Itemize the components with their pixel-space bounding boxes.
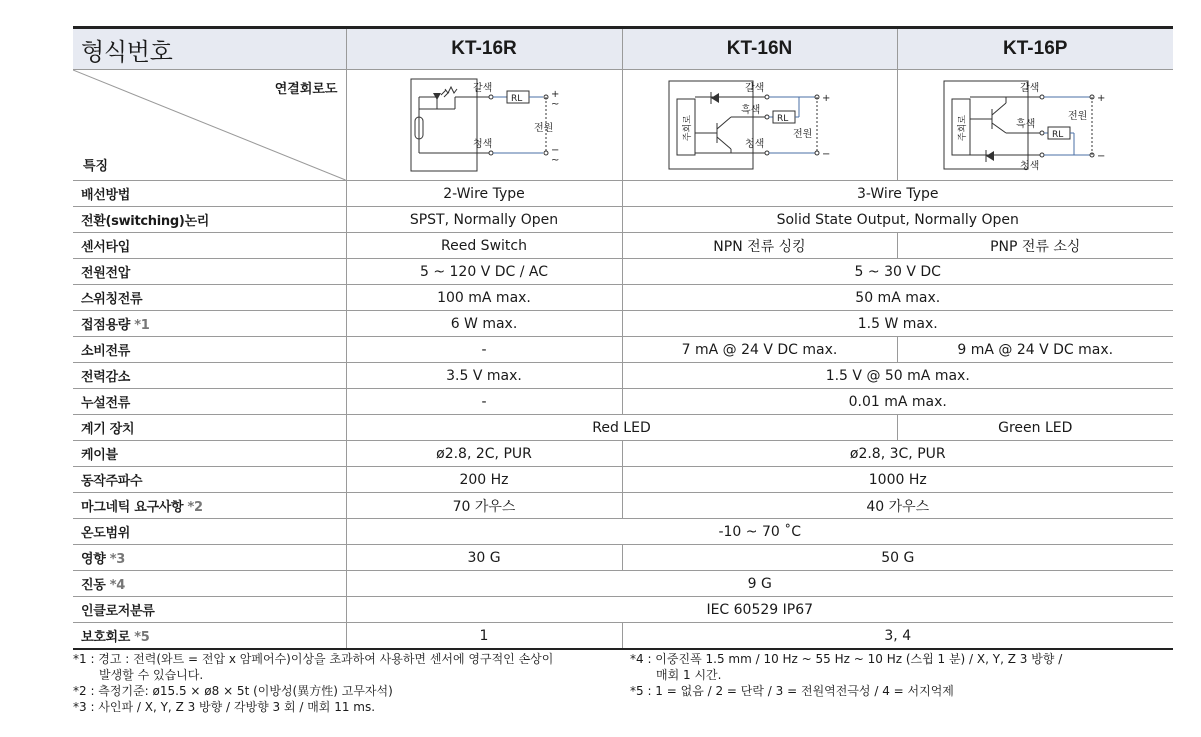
row-label: 전원전압	[73, 259, 346, 285]
model-kt-16n: KT-16N	[622, 28, 897, 70]
circuit-kt-16r	[346, 70, 622, 181]
row-indicator	[73, 415, 1173, 441]
row-label: 스위칭전류	[73, 285, 346, 311]
value-cell: 0.01 mA max.	[622, 389, 1173, 415]
value-cell: -	[346, 389, 622, 415]
value-cell: 3.5 V max.	[346, 363, 622, 389]
svg-text:전원: 전원	[1068, 111, 1088, 122]
row-magnetic-requirement	[73, 493, 1173, 519]
value-cell: Green LED	[897, 415, 1173, 441]
circuit-kt-16n	[622, 70, 897, 181]
circuit-diagram-label: 연결회로도	[274, 82, 338, 97]
value-cell: 7 mA @ 24 V DC max.	[622, 337, 897, 363]
svg-text:+: +	[821, 93, 830, 104]
value-cell: SPST, Normally Open	[346, 207, 622, 233]
value-cell: 5 ~ 120 V DC / AC	[346, 259, 622, 285]
svg-text:RL: RL	[776, 114, 788, 124]
row-protection-circuit	[73, 623, 1173, 650]
value-cell: ø2.8, 3C, PUR	[622, 441, 1173, 467]
value-cell: 9 G	[346, 571, 1173, 597]
value-cell: 200 Hz	[346, 467, 622, 493]
row-label: 온도범위	[73, 519, 346, 545]
row-sensor-type	[73, 233, 1173, 259]
value-cell: 100 mA max.	[346, 285, 622, 311]
model-number-label: 형식번호	[73, 28, 346, 70]
row-contact-rating	[73, 311, 1173, 337]
value-cell: 50 G	[622, 545, 1173, 571]
header-row	[73, 28, 1173, 70]
row-label: 인클로저분류	[73, 597, 346, 623]
spec-table	[73, 26, 1173, 650]
model-kt-16p: KT-16P	[897, 28, 1173, 70]
row-label: 누설전류	[73, 389, 346, 415]
svg-text:~: ~	[551, 155, 560, 166]
led-icon	[986, 151, 994, 161]
footnotes-right	[630, 651, 1062, 699]
value-cell: 2-Wire Type	[346, 181, 622, 207]
footnote-1: *1 : 경고 : 전력(와트 = 전압 x 암페어수)이상을 초과하여 사용하면 센서에 영구적인 손상이	[73, 652, 554, 666]
svg-text:주회로: 주회로	[958, 115, 969, 142]
value-cell: -10 ~ 70 ˚C	[346, 519, 1173, 545]
row-leakage-current	[73, 389, 1173, 415]
footnotes-left	[73, 651, 553, 715]
svg-text:−: −	[551, 145, 560, 156]
value-cell: 70 가우스	[346, 493, 622, 519]
row-label: 영향 *3	[73, 545, 346, 571]
row-supply-voltage	[73, 259, 1173, 285]
footnote-3: *3 : 사인파 / X, Y, Z 3 방향 / 각방향 3 회 / 매회 11 ms.	[73, 700, 376, 714]
svg-text:−: −	[821, 149, 830, 160]
svg-text:RL: RL	[1052, 130, 1064, 140]
power-label: 전원	[534, 123, 554, 134]
value-cell: Solid State Output, Normally Open	[622, 207, 1173, 233]
row-label: 소비전류	[73, 337, 346, 363]
svg-text:전원: 전원	[792, 129, 812, 140]
row-label: 케이블	[73, 441, 346, 467]
row-label: 센서타입	[73, 233, 346, 259]
value-cell: 9 mA @ 24 V DC max.	[897, 337, 1173, 363]
value-cell: 40 가우스	[622, 493, 1173, 519]
diagonal-header-cell	[73, 70, 346, 181]
svg-text:흑색: 흑색	[740, 105, 760, 116]
row-label: 진동 *4	[73, 571, 346, 597]
value-cell: 50 mA max.	[622, 285, 1173, 311]
footnote-ref: *4	[109, 578, 126, 593]
row-vibration	[73, 571, 1173, 597]
footnote-ref: *3	[109, 552, 126, 567]
footnote-ref: *5	[134, 630, 150, 645]
footnote-4-cont: 매회 1 시간.	[656, 668, 722, 682]
value-cell: PNP 전류 소싱	[897, 233, 1173, 259]
circuit-diagram-npn	[665, 75, 855, 175]
value-cell: ø2.8, 2C, PUR	[346, 441, 622, 467]
row-label: 배선방법	[73, 181, 346, 207]
value-cell: 6 W max.	[346, 311, 622, 337]
row-enclosure-rating	[73, 597, 1173, 623]
circuit-row	[73, 70, 1173, 181]
footnote-2: *2 : 측정기준: ø15.5 × ø8 × 5t (이방성(異方性) 고무자석)	[73, 684, 393, 698]
row-label: 전력감소	[73, 363, 346, 389]
svg-text:주회로: 주회로	[682, 115, 693, 142]
row-temperature-range	[73, 519, 1173, 545]
wire-blue-label: 청색	[473, 139, 493, 150]
row-wiring	[73, 181, 1173, 207]
value-cell: NPN 전류 싱킹	[622, 233, 897, 259]
svg-text:RL: RL	[511, 94, 523, 104]
svg-text:갈색: 갈색	[1020, 83, 1040, 94]
feature-label: 특징	[83, 159, 109, 174]
value-cell: -	[346, 337, 622, 363]
footnote-5: *5 : 1 = 없음 / 2 = 단락 / 3 = 전원역전극성 / 4 = 서지억제	[630, 684, 954, 698]
svg-text:+: +	[551, 89, 560, 100]
footnote-ref: *1	[134, 318, 150, 333]
value-cell: 1000 Hz	[622, 467, 1173, 493]
value-cell: 1.5 W max.	[622, 311, 1173, 337]
value-cell: 1.5 V @ 50 mA max.	[622, 363, 1173, 389]
row-label: 동작주파수	[73, 467, 346, 493]
row-switching-logic	[73, 207, 1173, 233]
row-label: 계기 장치	[73, 415, 346, 441]
row-operating-frequency	[73, 467, 1173, 493]
wire-brown-label: 갈색	[473, 83, 493, 94]
value-cell: Reed Switch	[346, 233, 622, 259]
circuit-diagram-2wire	[389, 75, 579, 175]
value-cell: 3, 4	[622, 623, 1173, 650]
value-cell: 5 ~ 30 V DC	[622, 259, 1173, 285]
led-icon	[711, 93, 719, 103]
svg-text:흑색: 흑색	[1016, 119, 1036, 130]
footnote-ref: *2	[187, 500, 203, 515]
svg-text:−: −	[1097, 151, 1106, 162]
value-cell: 30 G	[346, 545, 622, 571]
circuit-kt-16p	[897, 70, 1173, 181]
row-current-consumption	[73, 337, 1173, 363]
row-label: 마그네틱 요구사항 *2	[73, 493, 346, 519]
row-cable	[73, 441, 1173, 467]
row-label: 보호회로 *5	[73, 623, 346, 650]
svg-text:청색: 청색	[1020, 161, 1040, 172]
value-cell: IEC 60529 IP67	[346, 597, 1173, 623]
circuit-diagram-pnp	[940, 75, 1130, 175]
footnote-4: *4 : 이중진폭 1.5 mm / 10 Hz ~ 55 Hz ~ 10 Hz (스윕 1 분) / X, Y, Z 3 방향 /	[630, 652, 1063, 666]
footnote-1-cont: 발생할 수 있습니다.	[99, 668, 204, 682]
value-cell: 3-Wire Type	[622, 181, 1173, 207]
row-shock	[73, 545, 1173, 571]
row-label: 전환(switching)논리	[73, 207, 346, 233]
svg-text:+: +	[1097, 93, 1106, 104]
svg-text:~: ~	[551, 99, 560, 110]
row-label: 접점용량 *1	[73, 311, 346, 337]
value-cell: Red LED	[346, 415, 897, 441]
value-cell: 1	[346, 623, 622, 650]
svg-text:갈색: 갈색	[744, 83, 764, 94]
row-voltage-drop	[73, 363, 1173, 389]
row-switching-current	[73, 285, 1173, 311]
model-kt-16r: KT-16R	[346, 28, 622, 70]
svg-text:청색: 청색	[744, 139, 764, 150]
